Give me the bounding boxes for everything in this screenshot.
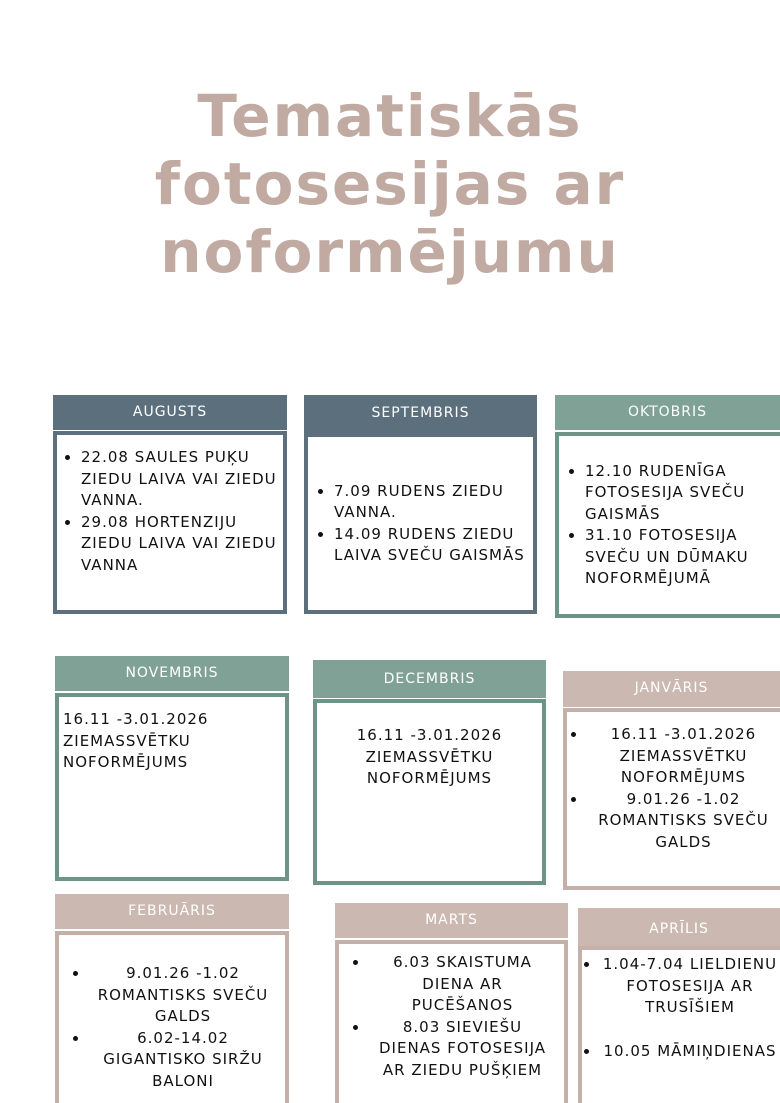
event-list [561,461,780,590]
event-item: • 8.03 SIEVIEŠU DIENAS FOTOSESIJA AR ZIEDU PUŠĶIEM [369,1017,556,1082]
event-list [57,447,279,576]
event-item: • 16.11 -3.01.2026 ZIEMASSVĒTKU NOFORMĒJUMS [587,724,780,789]
event-text: NOFORMĒJUMS [63,753,189,771]
title-line-1: Tematiskās [197,82,583,150]
month-box [53,431,287,614]
month-box [304,433,537,614]
month-card-decembris [313,660,546,885]
month-header: MARTS [335,903,568,938]
event-text: 16.11 -3.01.2026 [63,710,209,728]
month-header: SEPTEMBRIS [304,395,537,433]
title-line-3: noformējumu [160,218,620,286]
month-card-marts [335,903,568,1103]
month-header: OKTOBRIS [555,395,780,430]
month-box [563,708,780,890]
month-card-oktobris [555,395,780,618]
month-header: FEBRUĀRIS [55,894,289,929]
page-title [0,82,780,286]
event-item: • 10.05 MĀMIŅDIENAS [600,1041,780,1063]
event-text: ZIEMASSVĒTKU [63,731,191,750]
event-item: • 9.01.26 -1.02 ROMANTISKS SVEČU GALDS [89,963,277,1028]
month-box [578,946,780,1103]
month-box [55,931,289,1103]
event-item: • 29.08 HORTENZIJU ZIEDU LAIVA VAI ZIEDU VANNA [81,512,279,577]
month-card-septembris [304,395,537,614]
event-item: • 6.02-14.02 GIGANTISKO SIRŽU BALONI [89,1028,277,1093]
month-card-februaris [55,894,289,1103]
month-card-novembris [55,656,289,881]
event-item: • 22.08 SAULES PUĶU ZIEDU LAIVA VAI ZIEDU VANNA. [81,447,279,512]
month-box [555,432,780,618]
event-item: • 31.10 FOTOSESIJA SVEČU UN DŪMAKU NOFORMĒJUMĀ [585,525,780,590]
event-item: • 12.10 RUDENĪGA FOTOSESIJA SVEČU GAISMĀS [585,461,780,526]
month-card-augusts [53,395,287,614]
event-item: • 7.09 RUDENS ZIEDU VANNA. [334,481,529,524]
month-header: DECEMBRIS [313,660,546,698]
event-list [567,724,780,853]
month-header: NOVEMBRIS [55,656,289,691]
event-item: • 9.01.26 -1.02 ROMANTISKS SVEČU GALDS [587,789,780,854]
event-text: NOFORMĒJUMS [366,769,493,787]
event-item: • 14.09 RUDENS ZIEDU LAIVA SVEČU GAISMĀS [334,524,529,567]
event-list [59,963,285,1092]
month-box [313,699,546,885]
event-list [582,954,780,1062]
month-card-aprilis [578,908,780,1103]
month-box [55,693,289,881]
title-line-2: fotosesijas ar [154,150,626,218]
event-list [310,481,529,567]
month-header: AUGUSTS [53,395,287,430]
month-header: APRĪLIS [578,908,780,946]
month-box [335,940,568,1103]
event-text: ZIEMASSVĒTKU [365,747,494,766]
month-card-janvaris [563,671,780,890]
event-text: 16.11 -3.01.2026 [356,726,503,744]
event-item: • 1.04-7.04 LIELDIENU FOTOSESIJA AR TRUSĪŠIEM [600,954,780,1019]
event-item: • 6.03 SKAISTUMA DIENA AR PUCĒŠANOS [369,952,556,1017]
month-header: JANVĀRIS [563,671,780,707]
event-list [339,952,564,1081]
